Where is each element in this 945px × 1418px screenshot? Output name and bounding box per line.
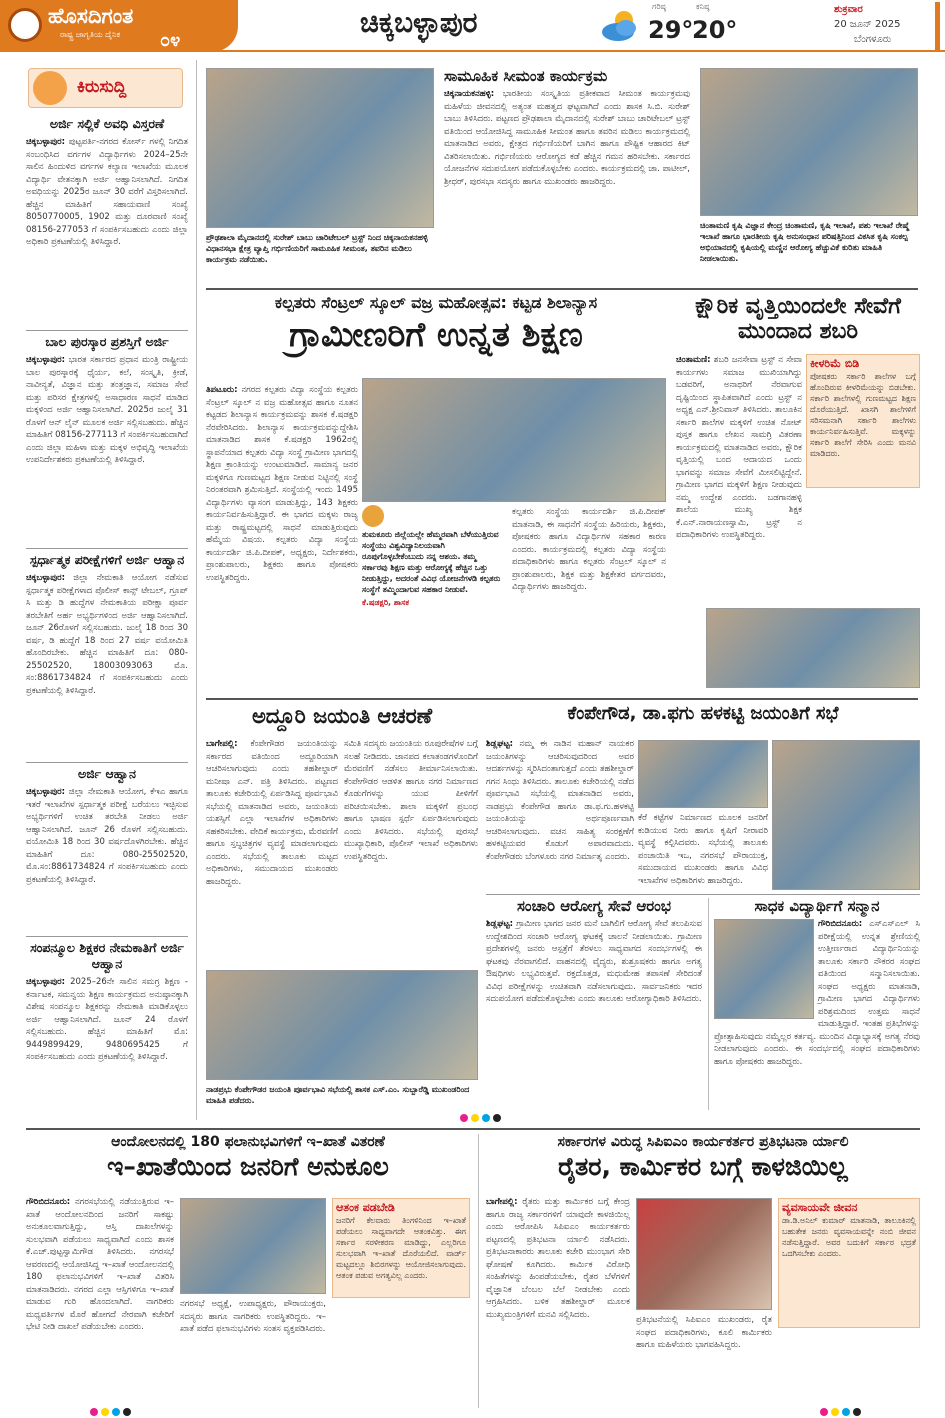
kempegowda-col1 xyxy=(486,738,634,890)
cpim-heads xyxy=(486,1134,920,1196)
kicker: ಕಲ್ಪತರು ಸೆಂಟ್ರಲ್ ಸ್ಕೂಲ್ ವಜ್ರ ಮಹೋತ್ಸವ: ಕಟ್ಟಡ ಶಿಲಾನ್ಯಾಸ xyxy=(274,294,598,312)
news-photo xyxy=(700,68,918,216)
article-body: ಭಾರತೀಯ ಸಂಸ್ಕೃತಿಯ ಪ್ರತೀಕವಾದ ಸೀಮಂತ ಕಾರ್ಯಕ್ರಮವು ಮಹಿಳೆಯ ಜೀವನದಲ್ಲಿ ಅತ್ಯಂತ ಮಹತ್ವದ ಘಟ್ಟವಾಗಿದೆ ಎಂದು ಶಾಸಕ ಸಿ.ಬಿ. ಸುರೇಶ್ ಬಾಬು ತಿಳಿಸಿದರು. ಪಟ್ಟಣದ ಪ್ರೌಢಶಾಲಾ ಮೈದಾನದಲ್ಲಿ ಸುರೇಶ್ ಬಾಬು ಚಾರಿಟೇಬಲ್ ಟ್ರಸ್ಟ್ ವತಿಯಿಂದ ಆಯೋಜಿಸಿದ್ದ ಸಾಮೂಹಿಕ ಸೀಮಂತ ಹಾಗೂ ತವರಿನ ಮಡಿಲು ಕಾರ್ಯಕ್ರಮದಲ್ಲಿ ಮಾತನಾಡಿದ ಅವರು, ಕ್ಷೇತ್ರದ ಗರ್ಭಿಣಿಯರಿಗೆ ಬಾಗಿನ ಹಾಗೂ ಪೌಷ್ಟಿಕ ಆಹಾರದ ಕಿಟ್ ವಿತರಿಸಲಾಯಿತು. ಗರ್ಭಿಣಿಯರು ಆರೋಗ್ಯದ ಕಡೆ ಹೆಚ್ಚಿನ ಗಮನ ಹರಿಸಬೇಕು. ಸರ್ಕಾರದ ಯೋಜನೆಗಳ ಸದುಪಯೋಗ ಪಡೆದುಕೊಳ್ಳಬೇಕು ಎಂದರು. ಕಾರ್ಯಕ್ರಮದಲ್ಲಿ ಚಾ. ಪಾಟೀಲ್, ಶ್ರೀಧರ್, ಪುರಸಭಾ ಸದಸ್ಯರು ಹಾಗೂ ಮುಖಂಡರು ಹಾಜರಿದ್ದರು. xyxy=(444,89,690,187)
headline: ಅದ್ದೂರಿ ಜಯಂತಿ ಆಚರಣೆ xyxy=(251,704,433,728)
sidebar-title: ಅರ್ಜಿ ಸಲ್ಲಿಕೆ ಅವಧಿ ವಿಸ್ತರಣೆ xyxy=(49,116,165,131)
news-photo xyxy=(180,1198,326,1294)
news-photo xyxy=(362,378,666,502)
photo-caption: ನಾಡಪ್ರಭು ಕೆಂಪೇಗೌಡರ ಜಯಂತಿ ಪೂರ್ವಭಾವಿ ಸಭೆಯಲ್ಲಿ ಶಾಸಕ ಎಸ್.ಎಂ. ಸುಬ್ಬಾರೆಡ್ಡಿ ಮುಖಂಡರಿಂದ ಮಾಹಿತಿ ಪಡೆದರು. xyxy=(206,1085,470,1105)
ekhata-col1 xyxy=(26,1196,174,1408)
ekhata-heads xyxy=(26,1134,470,1196)
sidebar-title: ಬಾಲ ಪುರಸ್ಕಾರ ಪ್ರಶಸ್ತಿಗೆ ಅರ್ಜಿ xyxy=(45,334,169,349)
sidebar-title: ಸಂಪನ್ಮೂಲ ಶಿಕ್ಷಕರ ನೇಮಕಾತಿಗೆ ಅರ್ಜಿ ಆಹ್ವಾನ xyxy=(30,940,184,971)
article-body: ನಗರಸಭೆಯಲ್ಲಿ ನಡೆಯುತ್ತಿರುವ ಇ–ಖಾತೆ ಆಂದೋಲನದಿಂದ ಜನರಿಗೆ ಸಾಕಷ್ಟು ಅನುಕೂಲವಾಗುತ್ತಿದ್ದು, ಆಸ್ತಿ ದಾಖಲೆಗಳನ್ನು ಸುಲಭವಾಗಿ ಪಡೆಯಲು ಸಾಧ್ಯವಾಗಿದೆ ಎಂದು ಶಾಸಕ ಕೆ.ಎಚ್.ಪುಟ್ಟಸ್ವಾಮಿಗೌಡ ತಿಳಿಸಿದರು. ನಗರಸಭೆ ಆವರಣದಲ್ಲಿ ಆಯೋಜಿಸಿದ್ದ ಇ–ಖಾತೆ ಆಂದೋಲನದಲ್ಲಿ 180 ಫಲಾನುಭವಿಗಳಿಗೆ ಇ–ಖಾತೆ ವಿತರಿಸಿ ಮಾತನಾಡಿದರು. ನಗರದ ಎಲ್ಲಾ ಆಸ್ತಿಗಳಿಗೂ ಇ–ಖಾತೆ ಮಾಡುವ ಗುರಿ ಹೊಂದಲಾಗಿದೆ. ನಾಗರಿಕರು ಮಧ್ಯವರ್ತಿಗಳ ಮೊರೆ ಹೋಗದೆ ನೇರವಾಗಿ ಕಚೇರಿಗೆ ಭೇಟಿ ನೀಡಿ ದಾಖಲೆ ಪಡೆಯಬೇಕು ಎಂದರು. xyxy=(26,1197,174,1332)
max-temp-label: ಗರಿಷ್ಠ xyxy=(652,2,666,11)
kirusuddi-label: ಕಿರುಸುದ್ದಿ xyxy=(77,77,127,97)
dateline: ಬಾಗೇಪಲ್ಲಿ: xyxy=(486,1197,518,1207)
article-body: ಕೆರೆ ಕಟ್ಟೆಗಳ ನಿರ್ಮಾಣದ ಮೂಲಕ ಜನರಿಗೆ ಕುಡಿಯುವ ನೀರು ಹಾಗೂ ಕೃಷಿಗೆ ನೀರಾವರಿ ವ್ಯವಸ್ಥೆ ಕಲ್ಪಿಸಿದವರು. ಸಭೆಯಲ್ಲಿ ತಾಲೂಕು ಪಂಚಾಯಿತಿ ಇಒ, ನಗರಸಭೆ ಪೌರಾಯುಕ್ತ, ಸಮುದಾಯದ ಮುಖಂಡರು ಹಾಗೂ ವಿವಿಧ ಇಲಾಖೆಗಳ ಅಧಿಕಾರಿಗಳು ಹಾಜರಿದ್ದರು. xyxy=(638,813,768,886)
article-body: ರೈತರು ಮತ್ತು ಕಾರ್ಮಿಕರ ಬಗ್ಗೆ ಕೇಂದ್ರ ಹಾಗೂ ರಾಜ್ಯ ಸರ್ಕಾರಗಳಿಗೆ ಯಾವುದೇ ಕಾಳಜಿಯಿಲ್ಲ ಎಂದು ಆರೋಪಿಸಿ ಸಿಪಿಐಎಂ ಕಾರ್ಯಕರ್ತರು ಪಟ್ಟಣದಲ್ಲಿ ಪ್ರತಿಭಟನಾ ರ್ಯಾಲಿ ನಡೆಸಿದರು. ಪ್ರತಿಭಟನಾಕಾರರು ತಾಲೂಕು ಕಚೇರಿ ಮುಂಭಾಗ ಸೇರಿ ಘೋಷಣೆ ಕೂಗಿದರು. ಕಾರ್ಮಿಕ ವಿರೋಧಿ ಸಂಹಿತೆಗಳನ್ನು ಹಿಂಪಡೆಯಬೇಕು, ರೈತರ ಬೆಳೆಗಳಿಗೆ ವೈಜ್ಞಾನಿಕ ಬೆಂಬಲ ಬೆಲೆ ನೀಡಬೇಕು ಎಂದು ಆಗ್ರಹಿಸಿದರು. ಬಳಿಕ ತಹಶೀಲ್ದಾರ್ ಮೂಲಕ ಮುಖ್ಯಮಂತ್ರಿಗಳಿಗೆ ಮನವಿ ಸಲ್ಲಿಸಿದರು. xyxy=(486,1197,630,1320)
headline: ಸಂಚಾರಿ ಆರೋಗ್ಯ ಸೇವೆ ಆರಂಭ xyxy=(516,898,672,915)
adduri-heads xyxy=(206,704,478,734)
dateline: ಗೌರಿಬಿದನೂರು: xyxy=(818,919,863,930)
dateline: ಬಾಗೇಪಲ್ಲಿ: xyxy=(206,739,238,749)
brand-name: ಹೊಸದಿಗಂತ xyxy=(48,4,134,28)
news-photo xyxy=(638,740,768,808)
quote-icon xyxy=(362,505,384,527)
brand-logo[interactable] xyxy=(0,0,238,52)
min-temp-label: ಕನಿಷ್ಠ xyxy=(696,2,710,11)
dateline: ಚಿಕ್ಕಬಳ್ಳಾಪುರ: xyxy=(26,573,66,583)
dateline: ಚಿಕ್ಕಬಳ್ಳಾಪುರ: xyxy=(26,977,66,987)
news-photo xyxy=(772,740,920,890)
news-photo xyxy=(706,608,920,688)
date-box xyxy=(830,2,940,50)
adduri-col1 xyxy=(206,738,338,964)
box-title: ಆತಂಕ ಪಡಬೇಡಿ xyxy=(336,1201,395,1214)
edition-city: ಬೆಂಗಳೂರು xyxy=(854,34,892,45)
page-number: ೦೪ xyxy=(160,30,181,51)
news-photo xyxy=(714,919,814,1019)
article-body: ನಗರದ ಕಲ್ಪತರು ವಿದ್ಯಾ ಸಂಸ್ಥೆಯ ಕಲ್ಪತರು ಸೆಂಟ್ರಲ್ ಸ್ಕೂಲ್ ನ ವಜ್ರ ಮಹೋತ್ಸವ ಹಾಗೂ ನೂತನ ಕಟ್ಟಡದ ಶಿಲಾನ್ಯಾಸ ಕಾರ್ಯಕ್ರಮವನ್ನು ಶಾಸಕ ಕೆ.ಷಡಕ್ಷರಿ ನೆರವೇರಿಸಿದರು. ಶಿಲಾನ್ಯಾಸ ಕಾರ್ಯಕ್ರಮವನ್ನುದ್ದೇಶಿಸಿ ಮಾತನಾಡಿದ ಶಾಸಕ ಕೆ.ಷಡಕ್ಷರಿ 1962ರಲ್ಲಿ ಸ್ಥಾಪನೆಯಾದ ಕಲ್ಪತರು ವಿದ್ಯಾ ಸಂಸ್ಥೆ ಗ್ರಾಮೀಣ ಭಾಗದಲ್ಲಿ ಶಿಕ್ಷಣ ಕ್ರಾಂತಿಯನ್ನು ಉಂಟುಮಾಡಿದೆ. ಸಾಮಾನ್ಯ ಜನರ ಮಕ್ಕಳಿಗೂ ಗುಣಮಟ್ಟದ ಶಿಕ್ಷಣ ನೀಡುವ ನಿಟ್ಟಿನಲ್ಲಿ ಸಂಸ್ಥೆ ನಿರಂತರವಾಗಿ ಶ್ರಮಿಸುತ್ತಿದೆ. ಸಂಸ್ಥೆಯಲ್ಲಿ ಇಂದು 1495 ವಿದ್ಯಾರ್ಥಿಗಳು ವ್ಯಾಸಂಗ ಮಾಡುತ್ತಿದ್ದು, 143 ಶಿಕ್ಷಕರು ಕಾರ್ಯನಿರ್ವಹಿಸುತ್ತಿದ್ದಾರೆ. ಈ ಭಾಗದ ಮಕ್ಕಳು ರಾಜ್ಯ ಮತ್ತು ರಾಷ್ಟ್ರಮಟ್ಟದಲ್ಲಿ ಸಾಧನೆ ಮಾಡುತ್ತಿರುವುದು ಹೆಮ್ಮೆಯ ವಿಷಯ. ಕಲ್ಪತರು ವಿದ್ಯಾ ಸಂಸ್ಥೆಯ ಕಾರ್ಯದರ್ಶಿ ಜಿ.ಪಿ.ದೀಪಕ್, ಅಧ್ಯಕ್ಷರು, ನಿರ್ದೇಶಕರು, ಪ್ರಾಂಶುಪಾಲರು, ಶಿಕ್ಷಕರು ಹಾಗೂ ಪೋಷಕರು ಉಪಸ್ಥಿತರಿದ್ದರು. xyxy=(206,385,358,583)
article-body: ಶಬರಿ ಜನಸೇವಾ ಟ್ರಸ್ಟ್ ನ ಸೇವಾ ಕಾರ್ಯಗಳು ಸಮಾಜ ಮುಖಿಯಾಗಿದ್ದು ಬಡವರಿಗೆ, ಅನಾಥರಿಗೆ ನೆರವಾಗುವ ದೃಷ್ಟಿಯಿಂದ ಸ್ಥಾಪಿತವಾಗಿದೆ ಎಂದು ಟ್ರಸ್ಟ್ ನ ಅಧ್ಯಕ್ಷ ಎನ್.ಶ್ರೀನಿವಾಸ್ ತಿಳಿಸಿದರು. ತಾಲೂಕಿನ ಸರ್ಕಾರಿ ಶಾಲೆಗಳ ಮಕ್ಕಳಿಗೆ ಉಚಿತ ನೋಟ್ ಪುಸ್ತಕ ಹಾಗೂ ಲೇಖನ ಸಾಮಗ್ರಿ ವಿತರಣಾ ಕಾರ್ಯಕ್ರಮದಲ್ಲಿ ಮಾತನಾಡಿದ ಅವರು, ಕ್ಷೌರಿಕ ವೃತ್ತಿಯಲ್ಲಿ ಬಂದ ಆದಾಯದ ಒಂದು ಭಾಗವನ್ನು ಸಮಾಜ ಸೇವೆಗೆ ಮೀಸಲಿಟ್ಟಿದ್ದೇನೆ. ಗ್ರಾಮೀಣ ಭಾಗದ ಮಕ್ಕಳಿಗೆ ಶಿಕ್ಷಣ ನೀಡುವುದು ನಮ್ಮ ಉದ್ದೇಶ ಎಂದರು. ಬಡಗಾನಹಳ್ಳಿ ಶಾಲೆಯ ಮುಖ್ಯ ಶಿಕ್ಷಕ ಕೆ.ಎನ್.ನಾರಾಯಣಸ್ವಾಮಿ, ಟ್ರಸ್ಟ್ ನ ಪದಾಧಿಕಾರಿಗಳು ಉಪಸ್ಥಿತರಿದ್ದರು. xyxy=(676,355,802,540)
pull-quote xyxy=(362,505,502,665)
masthead xyxy=(0,0,945,52)
kempegowda-heads xyxy=(486,704,920,734)
sidebar-item xyxy=(26,116,188,328)
weekday: ಶುಕ್ರವಾರ xyxy=(834,4,863,15)
photo-caption: ಪ್ರೌಢಶಾಲಾ ಮೈದಾನದಲ್ಲಿ ಸುರೇಶ್ ಬಾಬು ಚಾರಿಟೇಬಲ್ ಟ್ರಸ್ಟ್ ನಿಂದ ಚಿಕ್ಕನಾಯಕನಹಳ್ಳಿ ವಿಧಾನಸಭಾ ಕ್ಷೇತ್ರ ವ್ಯಾಪ್ತಿ ಗರ್ಭಿಣಿಯರಿಗೆ ಸಾಮೂಹಿಕ ಸೀಮಂತ, ತವರಿನ ಮಡಿಲು ಕಾರ್ಯಕ್ರಮ ನಡೆಯಿತು. xyxy=(206,233,428,264)
news-photo xyxy=(636,1198,772,1310)
dateline: ಚಿಕ್ಕಬಳ್ಳಾಪುರ: xyxy=(26,787,66,797)
megaphone-icon xyxy=(33,71,67,105)
sidebar-item xyxy=(26,334,188,544)
shabari-box xyxy=(806,354,920,488)
sidebar-title: ಅರ್ಜಿ ಆಹ್ವಾನ xyxy=(78,766,136,781)
photo-caption: ಚಿಂತಾಮಣಿ ಕೃಷಿ ವಿಜ್ಞಾನ ಕೇಂದ್ರ ಚಿಂತಾಮಣಿ, ಕೃಷಿ ಇಲಾಖೆ, ಪಶು ಇಲಾಖೆ ರೇಷ್ಮೆ ಇಲಾಖೆ ಹಾಗೂ ಭಾರತೀಯ ಕೃಷಿ ಅನುಸಂಧಾನ ಪರಿಷತ್ತಿನಿಂದ ವಿಕಸಿತ ಕೃಷಿ ಸಂಕಲ್ಪ ಅಭಿಯಾನದಲ್ಲಿ ಕೃಷಿಯಲ್ಲಿ ಮಣ್ಣಿನ ಆರೋಗ್ಯ ಹೆಚ್ಚುವಿಕೆ ಕುರಿತು ಮಾಹಿತಿ ನೀಡಲಾಯಿತು. xyxy=(700,221,910,263)
box-body: ಡಾ.ಡಿ.ಅನಿಲ್ ಕುಮಾರ್ ಮಾತನಾಡಿ, ತಾಲೂಕಿನಲ್ಲಿ ಬಹುತೇಕ ಜನರು ವ್ಯವಸಾಯವನ್ನೇ ನಂಬಿ ಜೀವನ ನಡೆಸುತ್ತಿದ್ದಾರೆ. ಅವರ ಬದುಕಿಗೆ ಸರ್ಕಾರ ಭದ್ರತೆ ಒದಗಿಸಬೇಕು ಎಂದರು. xyxy=(782,1215,916,1258)
ekhata-box xyxy=(332,1198,470,1298)
min-temp: 20° xyxy=(692,16,738,44)
headline: ಸಾಧಕ ವಿದ್ಯಾರ್ಥಿಗೆ ಸನ್ಮಾನ xyxy=(754,898,880,915)
headline: ಕ್ಷೌರಿಕ ವೃತ್ತಿಯಿಂದಲೇ ಸೇವೆಗೆ ಮುಂದಾದ ಶಬರಿ xyxy=(695,294,901,345)
sanchari-article xyxy=(486,898,702,1110)
seemantha-photo-block xyxy=(206,68,434,300)
headline: ಕೆಂಪೇಗೌಡ, ಡಾ.ಫಗು ಹಳಕಟ್ಟಿ ಜಯಂತಿಗೆ ಸಭೆ xyxy=(567,704,839,724)
sidebar-body: ಪುಟ್ಟಪರ್ತಿ-ನಗರದ ಕೋರ್ಸ್ ಗಳಲ್ಲಿ ನಿಗದಿತ ಸಂಬಂಧಿಸಿದ ವರ್ಗಗಳ ವಿದ್ಯಾರ್ಥಿಗಳು 2024–25ನೇ ಸಾಲಿನ ಹಿಂದುಳಿದ ವರ್ಗಗಳ ಕಲ್ಯಾಣ ಇಲಾಖೆಯ ಮೂಲಕ ವಿದ್ಯಾರ್ಥಿ ವೇತನಕ್ಕಾಗಿ ಅರ್ಜಿ ಆಹ್ವಾನಿಸಲಾಗಿದೆ. ನಿಗದಿತ ಅವಧಿಯನ್ನು 2025ರ ಜೂನ್ 30 ವರೆಗೆ ವಿಸ್ತರಿಸಲಾಗಿದೆ. ಹೆಚ್ಚಿನ ಮಾಹಿತಿಗೆ ಸಹಾಯವಾಣಿ ಸಂಖ್ಯೆ 8050770005, 1902 ಮತ್ತು ದೂರವಾಣಿ ಸಂಖ್ಯೆ 08156-277053 ಗೆ ಸಂಪರ್ಕಿಸಬಹುದು ಎಂದು ಜಿಲ್ಲಾ ಅಧಿಕಾರಿ ಪ್ರಕಟಣೆಯಲ್ಲಿ ತಿಳಿಸಿದ್ದಾರೆ. xyxy=(26,137,188,247)
dateline: ಚಿಕ್ಕಬಳ್ಳಾಪುರ: xyxy=(26,137,66,147)
article-body: ಗ್ರಾಮೀಣ ಭಾಗದ ಜನರ ಮನೆ ಬಾಗಿಲಿಗೆ ಆರೋಗ್ಯ ಸೇವೆ ತಲುಪಿಸುವ ಉದ್ದೇಶದಿಂದ ಸಂಚಾರಿ ಆರೋಗ್ಯ ಘಟಕಕ್ಕೆ ಚಾಲನೆ ನೀಡಲಾಯಿತು. ಗ್ರಾಮೀಣ ಪ್ರದೇಶಗಳಲ್ಲಿ ಜನರು ಆಸ್ಪತ್ರೆಗೆ ತೆರಳಲು ಸಾಧ್ಯವಾಗದ ಸಂದರ್ಭಗಳಲ್ಲಿ ಈ ಘಟಕವು ನೆರವಾಗಲಿದೆ. ವಾಹನದಲ್ಲಿ ವೈದ್ಯರು, ಶುಶ್ರೂಷಕರು ಹಾಗೂ ಅಗತ್ಯ ಔಷಧಿಗಳು ಲಭ್ಯವಿರುತ್ತವೆ. ರಕ್ತದೊತ್ತಡ, ಮಧುಮೇಹ ತಪಾಸಣೆ ಸೇರಿದಂತೆ ವಿವಿಧ ಪರೀಕ್ಷೆಗಳನ್ನು ಉಚಿತವಾಗಿ ನಡೆಸಲಾಗುವುದು. ಸಾರ್ವಜನಿಕರು ಇದರ ಸದುಪಯೋಗ ಪಡೆದುಕೊಳ್ಳಬೇಕು ಎಂದು ತಾಲೂಕು ಆರೋಗ್ಯಾಧಿಕಾರಿ ತಿಳಿಸಿದರು. xyxy=(486,919,702,1005)
sidebar-title: ಸ್ಪರ್ಧಾತ್ಮಕ ಪರೀಕ್ಷೆಗಳಿಗೆ ಅರ್ಜಿ ಆಹ್ವಾನ xyxy=(29,552,185,567)
sidebar-body: 2025–26ನೇ ಸಾಲಿನ ಸಮಗ್ರ ಶಿಕ್ಷಣ - ಕರ್ನಾಟಕ, ಸಮನ್ವಯ ಶಿಕ್ಷಣ ಕಾರ್ಯಕ್ರಮದ ಅನುಷ್ಠಾನಕ್ಕಾಗಿ ವಿಶೇಷ ಸಂಪನ್ಮೂಲ ಶಿಕ್ಷಕರನ್ನು ನೇಮಕಾತಿ ಮಾಡಿಕೊಳ್ಳಲು ಅರ್ಜಿ ಆಹ್ವಾನಿಸಲಾಗಿದೆ. ಜೂನ್ 24 ರೊಳಗೆ ಸಲ್ಲಿಸಬಹುದು. ಹೆಚ್ಚಿನ ಮಾಹಿತಿಗೆ ಮೊ: 9449899429, 9480695425 ಗೆ ಸಂಪರ್ಕಿಸಬಹುದು ಎಂದು ಪ್ರಕಟಣೆಯಲ್ಲಿ ತಿಳಿಸಿದ್ದಾರೆ. xyxy=(26,977,188,1062)
article-body: ಪ್ರತಿಭಟನೆಯಲ್ಲಿ ಸಿಪಿಐಎಂ ಮುಖಂಡರು, ರೈತ ಸಂಘದ ಪದಾಧಿಕಾರಿಗಳು, ಕೂಲಿ ಕಾರ್ಮಿಕರು ಹಾಗೂ ಮಹಿಳೆಯರು ಭಾಗವಹಿಸಿದ್ದರು. xyxy=(636,1315,772,1350)
dateline: ಶಿಡ್ಲಘಟ್ಟ: xyxy=(486,919,514,930)
sidebar-item xyxy=(26,766,188,934)
article-body: ಕೆಂಪೇಗೌಡರ ಜಯಂತಿಯನ್ನು ಸರ್ಕಾರದ ವತಿಯಿಂದ ಅದ್ದೂರಿಯಾಗಿ ಆಚರಿಸಲಾಗುವುದು ಎಂದು ತಹಶೀಲ್ದಾರ್ ಮನೀಷಾ ಎನ್. ಪತ್ರಿ ತಿಳಿಸಿದರು. ಪಟ್ಟಣದ ತಾಲೂಕು ಕಚೇರಿಯಲ್ಲಿ ಏರ್ಪಡಿಸಿದ್ದ ಪೂರ್ವಭಾವಿ ಸಭೆಯಲ್ಲಿ ಮಾತನಾಡಿದ ಅವರು, ಜಯಂತಿಯ ಯಶಸ್ಸಿಗೆ ಎಲ್ಲಾ ಇಲಾಖೆಗಳ ಅಧಿಕಾರಿಗಳು ಸಹಕರಿಸಬೇಕು. ವೇದಿಕೆ ಕಾರ್ಯಕ್ರಮ, ಮೆರವಣಿಗೆ ಹಾಗೂ ಸ್ತಬ್ಧಚಿತ್ರಗಳ ವ್ಯವಸ್ಥೆ ಮಾಡಲಾಗುವುದು ಎಂದರು. ಸಭೆಯಲ್ಲಿ ತಾಲೂಕು ಮಟ್ಟದ ಅಧಿಕಾರಿಗಳು, ಸಮುದಾಯದ ಮುಖಂಡರು ಹಾಜರಿದ್ದರು. xyxy=(206,739,338,887)
sidebar-item xyxy=(26,940,188,1110)
cpim-col1 xyxy=(486,1196,630,1408)
shabari-body xyxy=(676,354,802,604)
dateline: ಗೌರಿಬಿದನೂರು: xyxy=(26,1197,71,1207)
logo-seal-icon xyxy=(8,8,42,42)
box-title: ಕೀಳರಿಮೆ ಬಿಡಿ xyxy=(810,357,860,370)
weather-panel xyxy=(648,2,748,50)
article-body: ನಮ್ಮ ಈ ನಾಡಿನ ಮಹಾನ್ ನಾಯಕರ ಜಯಂತಿಗಳನ್ನು ಆಚರಿಸುವುದರಿಂದ ಅವರ ಆದರ್ಶಗಳನ್ನು ಸ್ಮರಿಸಿದಂತಾಗುತ್ತದೆ ಎಂದು ತಹಶೀಲ್ದಾರ್ ಗಗನ ಸಿಂಧು ತಿಳಿಸಿದರು. ತಾಲೂಕು ಕಚೇರಿಯಲ್ಲಿ ನಡೆದ ಪೂರ್ವಭಾವಿ ಸಭೆಯಲ್ಲಿ ಮಾತನಾಡಿದ ಅವರು, ನಾಡಪ್ರಭು ಕೆಂಪೇಗೌಡ ಹಾಗೂ ಡಾ.ಫ.ಗು.ಹಳಕಟ್ಟಿ ಜಯಂತಿಯನ್ನು ಅರ್ಥಪೂರ್ಣವಾಗಿ ಆಚರಿಸಲಾಗುವುದು. ವಚನ ಸಾಹಿತ್ಯ ಸಂರಕ್ಷಣೆಗೆ ಹಳಕಟ್ಟಿಯವರ ಕೊಡುಗೆ ಅಪಾರವಾದುದು. ಕೆಂಪೇಗೌಡರು ಬೆಂಗಳೂರು ನಗರ ನಿರ್ಮಾತೃ ಎಂದರು. xyxy=(486,739,634,862)
sidebar-body: ಭಾರತ ಸರ್ಕಾರದ ಪ್ರಧಾನ ಮಂತ್ರಿ ರಾಷ್ಟ್ರೀಯ ಬಾಲ ಪುರಸ್ಕಾರಕ್ಕೆ ಧೈರ್ಯ, ಕಲೆ, ಸಂಸ್ಕೃತಿ, ಕ್ರೀಡೆ, ನಾವೀನ್ಯತೆ, ವಿಜ್ಞಾನ ಮತ್ತು ತಂತ್ರಜ್ಞಾನ, ಸಮಾಜ ಸೇವೆ ಮತ್ತು ಪರಿಸರ ಕ್ಷೇತ್ರಗಳಲ್ಲಿ ಅಸಾಧಾರಣ ಸಾಧನೆ ಮಾಡಿದ ಮಕ್ಕಳಿಂದ ಅರ್ಜಿ ಆಹ್ವಾನಿಸಲಾಗಿದೆ. 2025ರ ಜುಲೈ 31 ರೊಳಗೆ ಆನ್ ಲೈನ್ ಮೂಲಕ ಅರ್ಜಿ ಸಲ್ಲಿಸಬಹುದು. ಹೆಚ್ಚಿನ ಮಾಹಿತಿಗೆ 08156-277113 ಗೆ ಸಂಪರ್ಕಿಸಬಹುದಾಗಿದೆ ಎಂದು ಜಿಲ್ಲಾ ಮಹಿಳಾ ಮತ್ತು ಮಕ್ಕಳ ಅಭಿವೃದ್ಧಿ ಇಲಾಖೆಯ ಉಪನಿರ್ದೇಶಕರು ಪ್ರಕಟಣೆಯಲ್ಲಿ ತಿಳಿಸಿದ್ದಾರೆ. xyxy=(26,355,188,465)
kempegowda-col2 xyxy=(638,812,768,890)
box-body: ಜನರಿಗೆ ಕೆಲವಾರು ತಿಂಗಳಿನಿಂದ ಇ–ಖಾತೆ ಪಡೆಯಲು ಸಾಧ್ಯವಾಗದೇ ಆತಂಕವಿತ್ತು. ಈಗ ಸರ್ಕಾರ ಸರಳೀಕರಣ ಮಾಡಿದ್ದು, ಎಲ್ಲರಿಗೂ ಸುಲಭವಾಗಿ ಇ–ಖಾತೆ ದೊರೆಯಲಿದೆ. ವಾರ್ಡ್ ಮಟ್ಟದಲ್ಲೂ ಶಿಬಿರಗಳನ್ನು ಆಯೋಜಿಸಲಾಗುವುದು. ಆತಂಕ ಪಡುವ ಅಗತ್ಯವಿಲ್ಲ ಎಂದರು. xyxy=(336,1215,466,1280)
school-article-col1 xyxy=(206,384,358,690)
quote-author: ಕೆ.ಷಡಕ್ಷರಿ, ಶಾಸಕ xyxy=(362,598,409,607)
sidebar-item xyxy=(26,552,188,760)
dateline: ತಿಪಟೂರು: xyxy=(206,385,238,395)
sidebar-body: ಜಿಲ್ಲಾ ನೇಮಕಾತಿ ಆಯೋಗ ನಡೆಸುವ ಸ್ಪರ್ಧಾತ್ಮಕ ಪರೀಕ್ಷೆಗಳಾದ ಪೊಲೀಸ್ ಕಾನ್ಸ್ ಟೇಬಲ್, ಗ್ರೂಪ್ ಸಿ ಮತ್ತು ಡಿ ಹುದ್ದೆಗಳ ನೇಮಕಾತಿಯ ಪರೀಕ್ಷಾ ಪೂರ್ವ ತರಬೇತಿಗೆ ಅರ್ಹ ಅಭ್ಯರ್ಥಿಗಳಿಂದ ಅರ್ಜಿ ಆಹ್ವಾನಿಸಲಾಗಿದೆ. ಜೂನ್ 26ರೊಳಗೆ ಸಲ್ಲಿಸಬಹುದು. ಜುಲೈ 18 ರಿಂದ 30 ವರ್ಷ, ಡಿ ಹುದ್ದೆಗೆ 18 ರಿಂದ 27 ವರ್ಷ ವಯೋಮಿತಿ ಹೊಂದಿರಬೇಕು. ಹೆಚ್ಚಿನ ಮಾಹಿತಿಗೆ ದೂ: 080-25502520, 18003093063 ಮೊ. ಸಂ:8861734824 ಗೆ ಸಂಪರ್ಕಿಸಬಹುದು ಎಂದು ಪ್ರಕಟಣೆಯಲ್ಲಿ ತಿಳಿಸಿದ್ದಾರೆ. xyxy=(26,573,188,696)
headline: ಗ್ರಾಮೀಣರಿಗೆ ಉನ್ನತ ಶಿಕ್ಷಣ xyxy=(289,315,583,356)
sidebar-body: ಜಿಲ್ಲಾ ನೇಮಕಾತಿ ಆಯೋಗ, ಕೆಇಎ ಹಾಗೂ ಇತರೆ ಇಲಾಖೆಗಳ ಸ್ಪರ್ಧಾತ್ಮಕ ಪರೀಕ್ಷೆ ಬರೆಯಲು ಇಚ್ಛಿಸುವ ಅಭ್ಯರ್ಥಿಗಳಿಗೆ ಉಚಿತ ತರಬೇತಿ ನೀಡಲು ಅರ್ಜಿ ಆಹ್ವಾನಿಸಲಾಗಿದೆ. ಜೂನ್ 26 ರೊಳಗೆ ಸಲ್ಲಿಸಬಹುದು. ವಯೋಮಿತಿ 18 ರಿಂದ 30 ವರ್ಷದೊಳಗಿರಬೇಕು. ಹೆಚ್ಚಿನ ಮಾಹಿತಿಗೆ ದೂ: 080-25502520, ಮೊ.ಸಂ:8861734824 ಗೆ ಸಂಪರ್ಕಿಸಬಹುದು ಎಂದು ಪ್ರಕಟಣೆಯಲ್ಲಿ ತಿಳಿಸಿದ್ದಾರೆ. xyxy=(26,787,188,885)
quote-text: ತುಮಕೂರು ಜಿಲ್ಲೆಯಲ್ಲೇ ಹೆಮ್ಮರವಾಗಿ ಬೆಳೆಯುತ್ತಿರುವ ಸಂಸ್ಥೆಯು ವಿಶ್ವವಿದ್ಯಾನಿಲಯವಾಗಿ ರೂಪುಗೊಳ್ಳಬೇಕೆಂಬುದು ನನ್ನ ಆಶಯ. ತಮ್ಮ ಸರ್ಕಾರವು ಶಿಕ್ಷಣ ಮತ್ತು ಆರೋಗ್ಯಕ್ಕೆ ಹೆಚ್ಚಿನ ಒತ್ತು ನೀಡುತ್ತಿದ್ದು, ಅದರಂತೆ ವಿವಿಧ ಯೋಜನೆಗಳಡಿ ಕಲ್ಪತರು ಸಂಸ್ಥೆಗೆ ತಮ್ಮಿಂದಾಗುವ ಸಹಕಾರ ನೀಡುವೆ. xyxy=(362,530,501,594)
headline: ಇ–ಖಾತೆಯಿಂದ ಜನರಿಗೆ ಅನುಕೂಲ xyxy=(107,1152,389,1182)
headline: ರೈತರ, ಕಾರ್ಮಿಕರ ಬಗ್ಗೆ ಕಾಳಜಿಯಿಲ್ಲ xyxy=(558,1152,848,1182)
adduri-caption xyxy=(206,1084,478,1110)
ekhata-col2 xyxy=(180,1298,326,1408)
kicker: ಆಂದೋಲನದಲ್ಲಿ 180 ಫಲಾನುಭವಿಗಳಿಗೆ ಇ–ಖಾತೆ ವಿತರಣೆ xyxy=(111,1134,385,1150)
kirusuddi-header xyxy=(28,68,183,108)
dateline: ಶಿಡ್ಲಘಟ್ಟ: xyxy=(486,739,514,749)
article-body: ಸಮಿತಿ ಸದಸ್ಯರು ಜಯಂತಿಯ ರೂಪುರೇಷೆಗಳ ಬಗ್ಗೆ ಸಲಹೆ ನೀಡಿದರು. ಜಾನಪದ ಕಲಾತಂಡಗಳೊಂದಿಗೆ ಮೆರವಣಿಗೆ ನಡೆಸಲು ತೀರ್ಮಾನಿಸಲಾಯಿತು. ಕೆಂಪೇಗೌಡರ ಆಡಳಿತ ಹಾಗೂ ನಗರ ನಿರ್ಮಾಣದ ಕೊಡುಗೆಗಳನ್ನು ಯುವ ಪೀಳಿಗೆಗೆ ಪರಿಚಯಿಸಬೇಕು. ಶಾಲಾ ಮಕ್ಕಳಿಗೆ ಪ್ರಬಂಧ ಹಾಗೂ ಭಾಷಣ ಸ್ಪರ್ಧೆ ಏರ್ಪಡಿಸಲಾಗುವುದು ಎಂದು ತಿಳಿಸಿದರು. ಸಭೆಯಲ್ಲಿ ಪುರಸಭೆ ಮುಖ್ಯಾಧಿಕಾರಿ, ಪೊಲೀಸ್ ಇಲಾಖೆ ಅಧಿಕಾರಿಗಳು ಉಪಸ್ಥಿತರಿದ್ದರು. xyxy=(344,739,478,862)
cpim-box xyxy=(778,1198,920,1328)
cpim-col2 xyxy=(636,1314,772,1408)
kicker: ಸರ್ಕಾರಗಳ ವಿರುದ್ಧ ಸಿಪಿಐಎಂ ಕಾರ್ಯಕರ್ತರ ಪ್ರತಿಭಟನಾ ರ್ಯಾಲಿ xyxy=(557,1134,849,1150)
sadhaka-article xyxy=(714,898,920,1110)
shabari-heads xyxy=(676,294,920,354)
school-article-col3 xyxy=(512,506,666,690)
news-photo xyxy=(206,68,434,228)
max-temp: 29° xyxy=(648,16,694,44)
dateline: ಚಿಂತಾಮಣಿ: xyxy=(676,355,711,365)
print-registration-marks xyxy=(820,1408,861,1416)
issue-date: 20 ಜೂನ್ 2025 xyxy=(834,19,901,30)
dateline: ಚಿಕ್ಕನಾಯಕನಹಳ್ಳಿ: xyxy=(444,89,495,100)
headline: ಸಾಮೂಹಿಕ ಸೀಮಂತ ಕಾರ್ಯಕ್ರಮ xyxy=(444,68,608,85)
box-body: ಪೋಷಕರು ಸರ್ಕಾರಿ ಶಾಲೆಗಳ ಬಗ್ಗೆ ಹೊಂದಿರುವ ಕೀಳರಿಮೆಯನ್ನು ಬಿಡಬೇಕು. ಸರ್ಕಾರಿ ಶಾಲೆಗಳಲ್ಲಿ ಗುಣಮಟ್ಟದ ಶಿಕ್ಷಣ ದೊರೆಯುತ್ತಿದೆ. ಖಾಸಗಿ ಶಾಲೆಗಳಿಗೆ ಸರಿಸಮನಾಗಿ ಸರ್ಕಾರಿ ಶಾಲೆಗಳು ಕಾರ್ಯನಿರ್ವಹಿಸುತ್ತಿವೆ. ಮಕ್ಕಳನ್ನು ಸರ್ಕಾರಿ ಶಾಲೆಗೆ ಸೇರಿಸಿ ಎಂದು ಮನವಿ ಮಾಡಿದರು. xyxy=(810,371,916,458)
adduri-col2 xyxy=(344,738,478,964)
article-body: ಎಸ್ಎಸ್ಎಲ್ ಸಿ ಪರೀಕ್ಷೆಯಲ್ಲಿ ಉನ್ನತ ಶ್ರೇಣಿಯಲ್ಲಿ ಉತ್ತೀರ್ಣರಾದ ವಿದ್ಯಾರ್ಥಿನಿಯನ್ನು ತಾಲೂಕು ಸರ್ಕಾರಿ ನೌಕರರ ಸಂಘದ ವತಿಯಿಂದ ಸನ್ಮಾನಿಸಲಾಯಿತು. ಸಂಘದ ಅಧ್ಯಕ್ಷರು ಮಾತನಾಡಿ, ಗ್ರಾಮೀಣ ಭಾಗದ ವಿದ್ಯಾರ್ಥಿಗಳು ಪರಿಶ್ರಮದಿಂದ ಉತ್ತಮ ಸಾಧನೆ ಮಾಡುತ್ತಿದ್ದಾರೆ. ಇಂತಹ ಪ್ರತಿಭೆಗಳನ್ನು ಪ್ರೋತ್ಸಾಹಿಸುವುದು ನಮ್ಮೆಲ್ಲರ ಕರ್ತವ್ಯ. ಮುಂದಿನ ವಿದ್ಯಾಭ್ಯಾಸಕ್ಕೆ ಅಗತ್ಯ ನೆರವು ನೀಡಲಾಗುವುದು ಎಂದರು. ಈ ಸಂದರ್ಭದಲ್ಲಿ ಸಂಘದ ಪದಾಧಿಕಾರಿಗಳು ಹಾಗೂ ಪೋಷಕರು ಹಾಜರಿದ್ದರು. xyxy=(714,919,920,1067)
school-article-heads xyxy=(206,294,666,380)
brand-tagline: ರಾಷ್ಟ್ರ ಜಾಗೃತಿಯ ದೈನಿಕ xyxy=(60,30,121,39)
chintamani-photo-block xyxy=(700,68,918,300)
district-title: ಚಿಕ್ಕಬಳ್ಳಾಪುರ xyxy=(360,6,478,39)
box-title: ವ್ಯವಸಾಯವೇ ಜೀವನ xyxy=(782,1201,858,1214)
article-body: ಕಲ್ಪತರು ಸಂಸ್ಥೆಯ ಕಾರ್ಯದರ್ಶಿ ಜಿ.ಪಿ.ದೀಪಕ್ ಮಾತನಾಡಿ, ಈ ಸಾಧನೆಗೆ ಸಂಸ್ಥೆಯ ಹಿರಿಯರು, ಶಿಕ್ಷಕರು, ಪೋಷಕರು ಹಾಗೂ ವಿದ್ಯಾರ್ಥಿಗಳ ಸಹಕಾರ ಕಾರಣ ಎಂದರು. ಕಾರ್ಯಕ್ರಮದಲ್ಲಿ ಕಲ್ಪತರು ವಿದ್ಯಾ ಸಂಸ್ಥೆಯ ಪದಾಧಿಕಾರಿಗಳು ಹಾಗೂ ಕಲ್ಪತರು ಸೆಂಟ್ರಲ್ ಸ್ಕೂಲ್ ನ ಪ್ರಾಂಶುಪಾಲರು, ಶಿಕ್ಷಕ ಮತ್ತು ಶಿಕ್ಷಕೇತರ ವರ್ಗದವರು, ವಿದ್ಯಾರ್ಥಿಗಳು ಹಾಜರಿದ್ದರು. xyxy=(512,507,666,592)
print-registration-marks xyxy=(90,1408,131,1416)
news-photo xyxy=(206,970,478,1080)
weather-cloud-sun-icon xyxy=(600,8,640,44)
print-registration-marks xyxy=(460,1114,501,1122)
seemantha-article xyxy=(444,68,690,300)
dateline: ಚಿಕ್ಕಬಳ್ಳಾಪುರ: xyxy=(26,355,66,365)
article-body: ನಗರಸಭೆ ಅಧ್ಯಕ್ಷೆ, ಉಪಾಧ್ಯಕ್ಷರು, ಪೌರಾಯುಕ್ತರು, ಸದಸ್ಯರು ಹಾಗೂ ನಾಗರಿಕರು ಉಪಸ್ಥಿತರಿದ್ದರು. ಇ–ಖಾತೆ ಪಡೆದ ಫಲಾನುಭವಿಗಳು ಸಂತಸ ವ್ಯಕ್ತಪಡಿಸಿದರು. xyxy=(180,1299,326,1334)
